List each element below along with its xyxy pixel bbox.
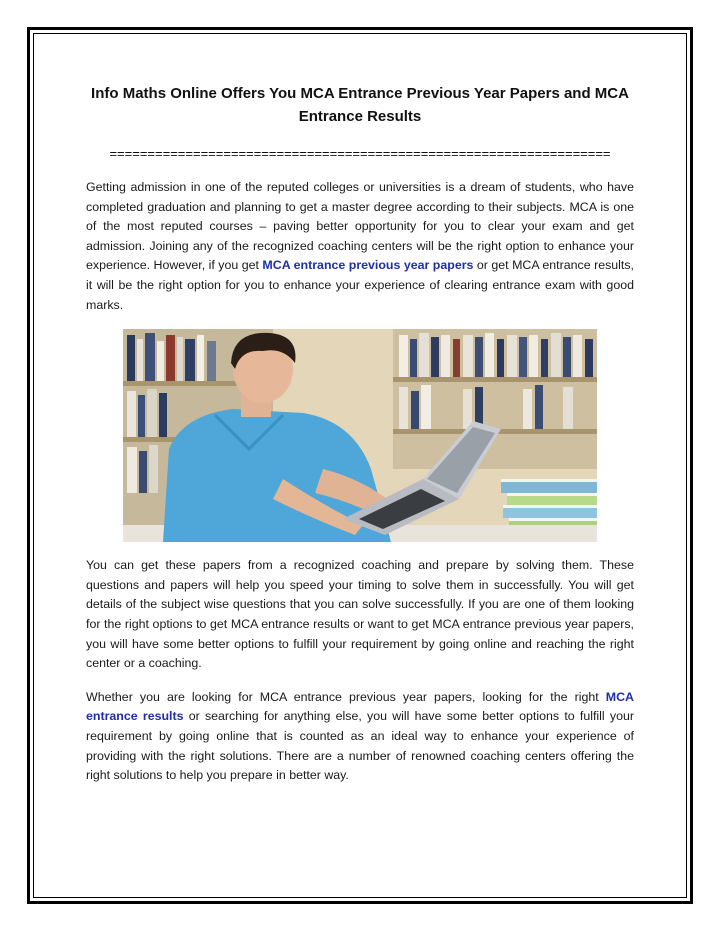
paragraph-2: You can get these papers from a recognized coaching and prepare by solving them. These questions and papers will help you speed your timing to solve them in successfully. You will get details of the subject wise questions that you can solve successfully. If you are one of them looking for the right options to get MCA entrance results or want to get MCA entrance previous year papers, you will have some better options to fulfill your requirement by going online and reaching the right center or a coaching. [86,558,634,671]
paragraph-1-text-before: Getting admission in one of the reputed colleges or universities is a dream of students, who have completed graduation and planning to get a master degree according to their subjects. MCA is one of the most reputed courses – paving better opportunity for you to clear your exam and get admission. Joining any of the recognized coaching centers will be the right option to enhance your experience. However, if you get [86,180,634,273]
document-body [86,82,634,786]
paragraph-3-text-after: or searching for anything else, you will have some better options to fulfill your requirement by going online that is counted as an ideal way to enhance your experience of providing with the right solutions. There are a number of renowned coaching centers offering the right solutions to help you prepare in better way. [86,709,634,783]
paragraph-3-text-before: Whether you are looking for MCA entrance previous year papers, looking for the right [86,689,606,704]
student-laptop-photo [123,329,597,542]
link-mca-entrance-results[interactable]: MCA entrance results [86,689,634,724]
paragraph-3 [86,688,634,786]
paragraph-1-text-after: or get MCA entrance results, it will be the right option for you to enhance your experience of clearing entrance exam with good marks. [86,258,635,312]
link-mca-previous-year-papers[interactable]: MCA entrance previous year papers [262,258,474,273]
paragraph-1 [86,178,634,315]
bookshelf-right [393,329,597,469]
separator-line: ================================================================== [109,146,611,161]
document-title: Info Maths Online Offers You MCA Entrance Previous Year Papers and MCA Entrance Results [91,85,629,125]
